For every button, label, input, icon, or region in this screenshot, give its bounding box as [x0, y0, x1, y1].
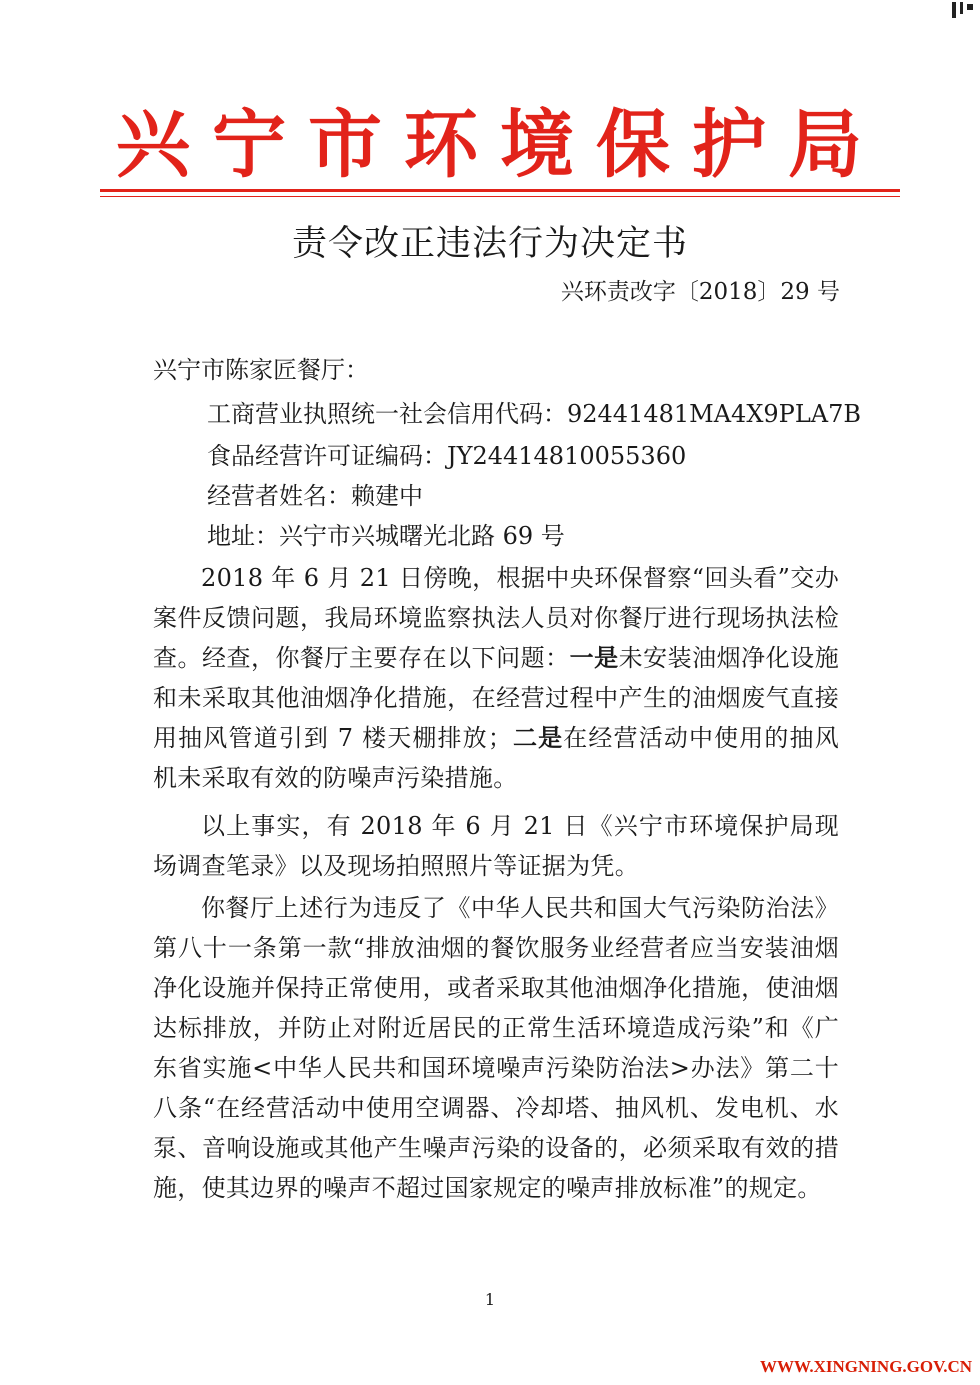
credit-code-line: 工商营业执照统一社会信用代码：92441481MA4X9PLA7B	[207, 400, 862, 428]
food-license-line: 食品经营许可证编码：JY24414810055360	[207, 442, 687, 470]
operator-line: 经营者姓名：赖建中	[207, 482, 423, 510]
header-red-rule	[100, 189, 900, 192]
paragraph-findings	[153, 558, 839, 798]
scan-artifact	[948, 0, 980, 22]
paragraph-violation: 你餐厅上述行为违反了《中华人民共和国大气污染防治法》第八十一条第一款“排放油烟的餐饮服务业经营者应当安装油烟净化设施并保持正常使用，或者采取其他油烟净化措施，使油烟达标排放，并防止对附近居民的正常生活环境造成污染”和《广东省实施<中华人民共和国环境噪声污染防治法>办法》第二十八条“在经营活动中使用空调器、冷却塔、抽风机、发电机、水泵、音响设施或其他产生噪声污染的设备的，必须采取有效的措施，使其边界的噪声不超过国家规定的噪声排放标准”的规定。	[153, 894, 839, 1202]
issuing-organization-title: 兴宁市环境保护局	[116, 102, 884, 188]
findings-first-label: 一是	[569, 644, 619, 672]
document-number: 兴环责改字〔2018〕29 号	[560, 279, 840, 305]
findings-second-issue: 在经营活动中使用的抽风机未采取有效的防噪声污染措施。	[153, 724, 839, 792]
footer-website: WWW.XINGNING.GOV.CN	[759, 1357, 972, 1376]
document-title: 责令改正违法行为决定书	[291, 224, 688, 264]
header-red-rule-thin	[100, 196, 900, 197]
page-number: 1	[484, 1290, 496, 1309]
findings-second-label: 二是	[512, 724, 564, 752]
recipient: 兴宁市陈家匠餐厅：	[153, 356, 369, 384]
paragraph-evidence: 以上事实，有 2018 年 6 月 21 日《兴宁市环境保护局现场调查笔录》以及现场拍照照片等证据为凭。	[153, 812, 839, 880]
address-line: 地址：兴宁市兴城曙光北路 69 号	[207, 522, 565, 550]
findings-first-issue: 未安装油烟净化设施和未采取其他油烟净化措施，在经营过程中产生的油烟废气直接用抽风管道引到 7 楼天棚排放；	[153, 644, 839, 752]
findings-intro: 2018 年 6 月 21 日傍晚，根据中央环保督察“回头看”交办案件反馈问题，我局环境监察执法人员对你餐厅进行现场执法检查。经查，你餐厅主要存在以下问题：	[153, 564, 839, 672]
